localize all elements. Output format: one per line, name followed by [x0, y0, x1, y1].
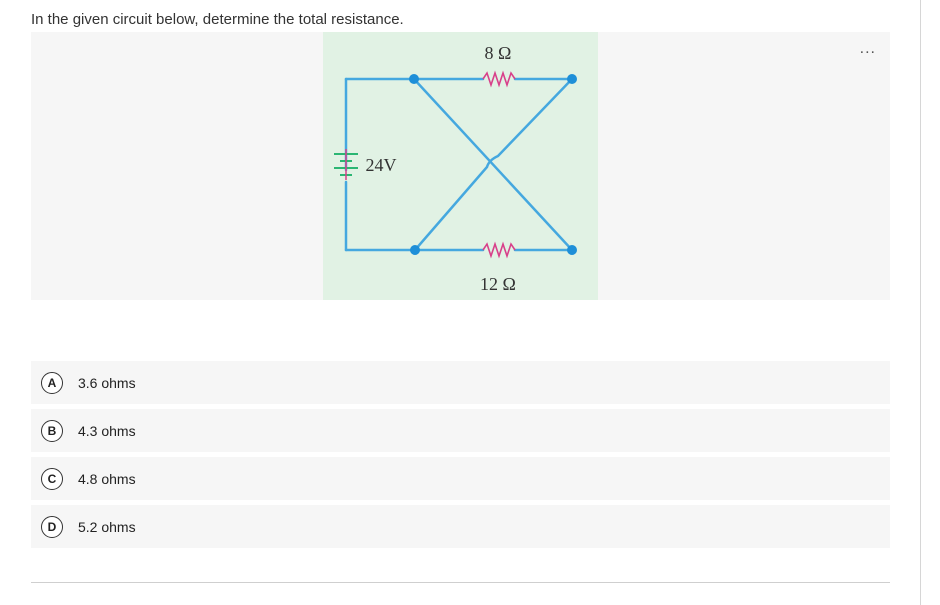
option-c-text: 4.8 ohms: [78, 470, 136, 487]
right-edge-divider: [920, 0, 921, 605]
option-d-text: 5.2 ohms: [78, 518, 136, 535]
option-c-badge: C: [41, 468, 63, 490]
option-b[interactable]: [31, 409, 890, 452]
option-d[interactable]: [31, 505, 890, 548]
question-figure-panel: [31, 32, 890, 300]
option-d-badge: D: [41, 516, 63, 538]
question-text: In the given circuit below, determine the total resistance.: [31, 11, 404, 28]
battery-icon: [334, 149, 358, 180]
option-a-text: 3.6 ohms: [78, 374, 136, 391]
bottom-resistor-label: 12 Ω: [480, 274, 516, 294]
node-bottom-right: [567, 245, 577, 255]
circuit-svg: [323, 32, 598, 300]
circuit-diagram: [323, 32, 598, 300]
more-options-icon[interactable]: ...: [859, 40, 876, 57]
bottom-resistor: [483, 244, 515, 256]
option-b-text: 4.3 ohms: [78, 422, 136, 439]
node-top-left: [409, 74, 419, 84]
option-a[interactable]: [31, 361, 890, 404]
top-resistor-label: 8 Ω: [484, 43, 512, 63]
node-top-right: [567, 74, 577, 84]
option-b-badge: B: [41, 420, 63, 442]
source-voltage-label: 24V: [365, 155, 397, 175]
bottom-divider: [31, 582, 890, 583]
node-bottom-left: [410, 245, 420, 255]
top-resistor: [483, 73, 515, 85]
option-c[interactable]: [31, 457, 890, 500]
option-a-badge: A: [41, 372, 63, 394]
